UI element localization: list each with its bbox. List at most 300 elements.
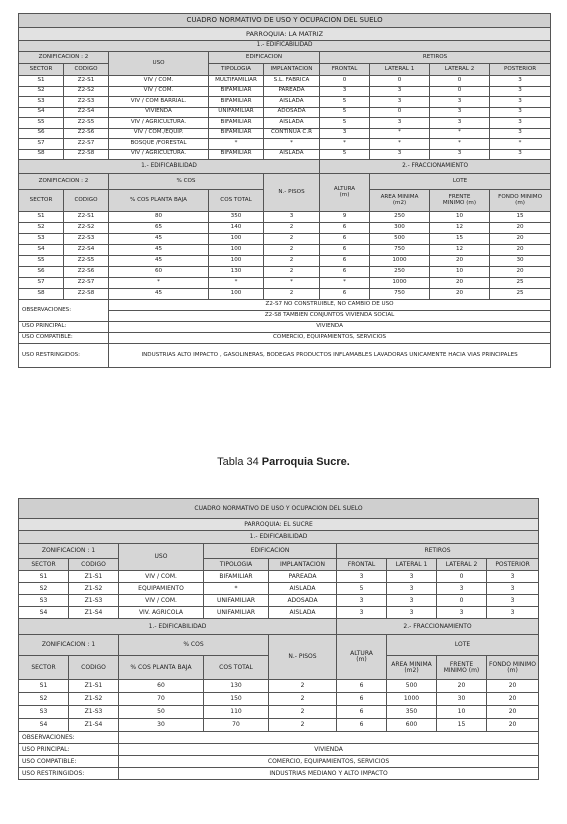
table-cell: * (490, 139, 551, 150)
table-cell: 3 (370, 86, 430, 97)
caption-prefix: Tabla 34 (217, 456, 259, 468)
table-cell: 20 (487, 706, 539, 719)
table-cell: * (209, 278, 264, 289)
col-lateral-1: LATERAL 1 (370, 64, 430, 76)
table-cell: 130 (209, 267, 264, 278)
cos-header: % COS (109, 174, 264, 190)
table-cell: AISLADA (264, 97, 320, 108)
table-cell: 3 (430, 97, 490, 108)
table-cell: Z1-S1 (69, 680, 119, 693)
table-cell: 50 (119, 706, 204, 719)
col-sector: SECTOR (19, 64, 64, 76)
col-implantacion: IMPLANTACION (269, 559, 337, 571)
table-cell: Z2-S4 (64, 245, 109, 256)
table-title: CUADRO NORMATIVO DE USO Y OCUPACION DEL SUELO (19, 499, 539, 519)
section-fraccionamiento: 2.- FRACCIONAMIENTO (337, 619, 539, 635)
uso-principal-label: USO PRINCIPAL: (19, 322, 109, 333)
table-cell: Z1-S3 (69, 706, 119, 719)
table-row (19, 234, 551, 245)
table-cell: 20 (487, 680, 539, 693)
table-cell: 2 (269, 719, 337, 732)
table-la-matriz (18, 13, 551, 368)
table-row (19, 118, 551, 129)
table-cell: 10 (430, 267, 490, 278)
table-cell: * (109, 278, 209, 289)
table-cell: 70 (119, 693, 204, 706)
table-cell: Z1-S2 (69, 693, 119, 706)
table-cell: PAREADA (264, 86, 320, 97)
table-cell: 3 (370, 97, 430, 108)
col-codigo: CODIGO (69, 656, 119, 680)
table-cell: Z2-S1 (64, 212, 109, 223)
table-cell: 3 (490, 128, 551, 139)
table-cell: 3 (490, 149, 551, 160)
table-cell: AISLADA (264, 118, 320, 129)
table-cell: 3 (387, 571, 437, 583)
lote-header: LOTE (387, 635, 539, 656)
table-cell: S7 (19, 278, 64, 289)
table-cell: PAREADA (269, 571, 337, 583)
table-cell: 0 (320, 76, 370, 87)
table-cell: VIV / AGRICULTURA. (109, 149, 209, 160)
table-cell: 750 (370, 289, 430, 300)
fondo-label: FONDO MINIMO (489, 660, 537, 668)
table-cell: Z2-S7 (64, 139, 109, 150)
table-row (19, 223, 551, 234)
table-cell: 20 (430, 278, 490, 289)
table-cell: 3 (437, 583, 487, 595)
col-area-minima (370, 190, 430, 212)
table-cell: VIV / AGRICULTURA. (109, 118, 209, 129)
table-cell: 600 (387, 719, 437, 732)
table-cell: * (209, 139, 264, 150)
altura-unit: (m) (356, 656, 367, 663)
table-row (19, 680, 539, 693)
table-cell: Z1-S3 (69, 595, 119, 607)
table-cell: 3 (320, 86, 370, 97)
table-cell: 300 (370, 223, 430, 234)
table-row (19, 278, 551, 289)
table-cell: * (204, 583, 269, 595)
table-cell: 250 (370, 267, 430, 278)
table-row (19, 719, 539, 732)
table-cell: CONTINUA C.R (264, 128, 320, 139)
table-cell: * (264, 278, 320, 289)
table-cell: 3 (487, 583, 539, 595)
table-cell: VIV / COM BARRIAL. (109, 97, 209, 108)
table-cell: 5 (320, 149, 370, 160)
edificacion-header: EDIFICACION (204, 544, 337, 559)
col-lateral-2: LATERAL 2 (430, 64, 490, 76)
table-cell: 250 (370, 212, 430, 223)
table-cell: VIVIENDA (109, 107, 209, 118)
table-cell: S.L. FABRICA (264, 76, 320, 87)
table-cell: BOSQUE /FORESTAL (109, 139, 209, 150)
col-area-minima (387, 656, 437, 680)
uso-principal-value: VIVIENDA (109, 322, 551, 333)
table-cell: 2 (269, 680, 337, 693)
table-cell: Z2-S8 (64, 149, 109, 160)
table-row (19, 128, 551, 139)
table-cell: 20 (437, 680, 487, 693)
table-cell: 6 (337, 693, 387, 706)
altura-unit: (m) (339, 191, 350, 198)
table-cell: S5 (19, 256, 64, 267)
table-cell: Z2-S2 (64, 223, 109, 234)
table-cell: 6 (320, 223, 370, 234)
fondo-unit: (m) (515, 199, 525, 206)
table-row (19, 595, 539, 607)
altura-header (337, 635, 387, 680)
table-cell: * (430, 128, 490, 139)
table-cell: 6 (337, 719, 387, 732)
col-tipologia: TIPOLOGIA (204, 559, 269, 571)
table-cell: 5 (320, 118, 370, 129)
uso-header: USO (119, 544, 204, 571)
table-cell: 0 (430, 86, 490, 97)
table-cell: AISLADA (269, 607, 337, 619)
table-cell: UNIFAMILIAR (204, 607, 269, 619)
table-title: CUADRO NORMATIVO DE USO Y OCUPACION DEL SUELO (19, 14, 551, 28)
table-cell: 350 (387, 706, 437, 719)
col-frente-minimo (437, 656, 487, 680)
observaciones-label: OBSERVACIONES: (19, 732, 119, 744)
table-cell: BIFAMILIAR (209, 118, 264, 129)
table-cell: Z2-S7 (64, 278, 109, 289)
col-frente-minimo (430, 190, 490, 212)
retiros-header: RETIROS (320, 52, 551, 64)
section-edificabilidad: 1.- EDIFICABILIDAD (19, 531, 539, 544)
uso-principal-value: VIVIENDA (119, 744, 539, 756)
zonificacion-label-2: ZONIFICACION : 1 (19, 635, 119, 656)
table-cell: 25 (490, 278, 551, 289)
table-cell: * (264, 139, 320, 150)
table-cell: Z2-S6 (64, 267, 109, 278)
table-cell: 20 (490, 267, 551, 278)
zonificacion-label: ZONIFICACION : 2 (19, 52, 109, 64)
table-cell: 3 (430, 107, 490, 118)
table-cell: Z2-S2 (64, 86, 109, 97)
table-cell: S3 (19, 706, 69, 719)
table-cell: 2 (264, 223, 320, 234)
table-cell: UNIFAMILIAR (204, 595, 269, 607)
table-cell: VIV / COM. (109, 76, 209, 87)
table-cell: 12 (430, 223, 490, 234)
col-frontal: FRONTAL (320, 64, 370, 76)
table-cell: EQUIPAMIENTO (119, 583, 204, 595)
table-cell: Z2-S3 (64, 97, 109, 108)
col-cos-planta-baja: % COS PLANTA BAJA (109, 190, 209, 212)
table-cell: 3 (337, 595, 387, 607)
uso-restringidos-label: USO RESTRINGIDOS: (19, 344, 109, 368)
table-cell: 2 (269, 693, 337, 706)
uso-principal-label: USO PRINCIPAL: (19, 744, 119, 756)
table-cell: 20 (487, 693, 539, 706)
table-cell: Z2-S5 (64, 256, 109, 267)
area-label: AREA MINIMA (380, 193, 419, 200)
table-cell: 30 (437, 693, 487, 706)
table-cell: 6 (320, 256, 370, 267)
table-cell: 6 (320, 289, 370, 300)
caption-title: Parroquia Sucre. (261, 456, 350, 468)
zonificacion-label: ZONIFICACION : 1 (19, 544, 119, 559)
table-cell: 0 (370, 107, 430, 118)
table-row (19, 86, 551, 97)
table-cell: Z2-S5 (64, 118, 109, 129)
table-row (19, 245, 551, 256)
table-cell: * (370, 128, 430, 139)
table-cell: 3 (387, 595, 437, 607)
table-cell: 0 (430, 76, 490, 87)
table-cell: 6 (320, 267, 370, 278)
table-cell: 500 (387, 680, 437, 693)
col-lateral-2: LATERAL 2 (437, 559, 487, 571)
table-cell: 2 (264, 256, 320, 267)
pisos-header: N.- PISOS (269, 635, 337, 680)
col-cos-total: COS TOTAL (209, 190, 264, 212)
table-cell: 65 (109, 223, 209, 234)
table-cell: 1000 (370, 278, 430, 289)
table-row (19, 139, 551, 150)
table-cell: 3 (387, 583, 437, 595)
uso-restringidos-label: USO RESTRINGIDOS: (19, 768, 119, 780)
cos-header: % COS (119, 635, 269, 656)
table-cell: 0 (370, 76, 430, 87)
table-cell: 3 (490, 97, 551, 108)
table-cell: 5 (320, 97, 370, 108)
table-cell: 60 (119, 680, 204, 693)
table-cell: 3 (490, 118, 551, 129)
uso-restringidos-value: INDUSTRIAS ALTO IMPACTO , GASOLINERAS, BODEGAS PRODUCTOS INFLAMABLES LAVADORAS UNICAMENTE HACIA VIAS PRINCIPALES (109, 344, 551, 368)
section-edificabilidad-2: 1.- EDIFICABILIDAD (19, 619, 337, 635)
table-cell: 3 (430, 118, 490, 129)
uso-restringidos-value: INDUSTRIAS MEDIANO Y ALTO IMPACTO (119, 768, 539, 780)
observacion-1: Z2-S7 NO CONSTRUIBLE, NO CAMBIO DE USO (109, 300, 551, 311)
table-cell: 30 (490, 256, 551, 267)
section-edificabilidad-2: 1.- EDIFICABILIDAD (19, 160, 320, 174)
table-cell: 20 (487, 719, 539, 732)
table-cell: 6 (337, 706, 387, 719)
table-cell: 10 (430, 212, 490, 223)
table-cell: S2 (19, 223, 64, 234)
table-cell: 110 (204, 706, 269, 719)
table-cell: 1000 (387, 693, 437, 706)
frente-unit: MINIMO (m) (443, 666, 480, 674)
col-posterior: POSTERIOR (490, 64, 551, 76)
table-cell: 20 (490, 234, 551, 245)
table-cell: S2 (19, 693, 69, 706)
table-row (19, 149, 551, 160)
table-cell: 3 (487, 607, 539, 619)
zonificacion-label-2: ZONIFICACION : 2 (19, 174, 109, 190)
table-el-sucre (18, 498, 539, 780)
table-cell: 2 (269, 706, 337, 719)
table-cell: S8 (19, 289, 64, 300)
table-cell: 2 (264, 245, 320, 256)
col-frontal: FRONTAL (337, 559, 387, 571)
table-cell: S1 (19, 76, 64, 87)
table-cell: 3 (487, 595, 539, 607)
table-cell: 15 (437, 719, 487, 732)
table-cell: 3 (387, 607, 437, 619)
table-cell: 2 (264, 289, 320, 300)
table-cell: S4 (19, 607, 69, 619)
section-fraccionamiento: 2.- FRACCIONAMIENTO (320, 160, 551, 174)
table-cell: 45 (109, 289, 209, 300)
table-cell: 3 (490, 76, 551, 87)
table-cell: * (370, 139, 430, 150)
frente-label: FRENTE (448, 193, 471, 200)
table-cell: BIFAMILIAR (209, 149, 264, 160)
table-cell: 0 (437, 595, 487, 607)
table-cell: 20 (430, 256, 490, 267)
table-row (19, 76, 551, 87)
table-cell: 130 (204, 680, 269, 693)
table-cell: 3 (490, 107, 551, 118)
uso-header: USO (109, 52, 209, 76)
parroquia-label: PARROQUIA: LA MATRIZ (19, 28, 551, 41)
table-cell: 70 (204, 719, 269, 732)
table-cell: 500 (370, 234, 430, 245)
pisos-header: N.- PISOS (264, 174, 320, 212)
retiros-header: RETIROS (337, 544, 539, 559)
altura-label: ALTURA (350, 650, 373, 657)
table-cell: 3 (320, 128, 370, 139)
table-cell: 45 (109, 256, 209, 267)
table-row (19, 267, 551, 278)
col-implantacion: IMPLANTACION (264, 64, 320, 76)
table-cell: Z2-S4 (64, 107, 109, 118)
table-cell: 6 (320, 245, 370, 256)
observacion-2: Z2-S8 TAMBIEN CONJUNTOS VIVIENDA SOCIAL (109, 311, 551, 322)
col-sector: SECTOR (19, 656, 69, 680)
table-cell: S3 (19, 234, 64, 245)
table-cell: 6 (320, 234, 370, 245)
table-cell: 2 (264, 234, 320, 245)
table-cell: 750 (370, 245, 430, 256)
table-cell: 3 (370, 149, 430, 160)
table-cell: 3 (337, 571, 387, 583)
table-cell: BIFAMILIAR (209, 86, 264, 97)
edificacion-header: EDIFICACION (209, 52, 320, 64)
table-cell: BIFAMILIAR (204, 571, 269, 583)
table-cell: * (320, 278, 370, 289)
observacion-value (119, 732, 539, 744)
table-cell: 3 (264, 212, 320, 223)
table-row (19, 97, 551, 108)
table-cell: S7 (19, 139, 64, 150)
table-cell: Z2-S3 (64, 234, 109, 245)
col-sector: SECTOR (19, 559, 69, 571)
table-cell: S6 (19, 128, 64, 139)
table-cell: S2 (19, 583, 69, 595)
table-cell: 350 (209, 212, 264, 223)
table-cell: 20 (430, 289, 490, 300)
table-cell: * (320, 139, 370, 150)
table-cell: VIV / COM. (119, 571, 204, 583)
table-cell: S1 (19, 680, 69, 693)
altura-header (320, 174, 370, 212)
parroquia-label: PARROQUIA: EL SUCRE (19, 519, 539, 531)
col-fondo-minimo (487, 656, 539, 680)
col-posterior: POSTERIOR (487, 559, 539, 571)
table-cell: UNIFAMILIAR (209, 107, 264, 118)
table-cell: 1000 (370, 256, 430, 267)
table-cell: MULTIFAMILIAR (209, 76, 264, 87)
table-cell: S3 (19, 97, 64, 108)
area-label: AREA MINIMA (391, 660, 432, 668)
col-lateral-1: LATERAL 1 (387, 559, 437, 571)
table-cell: S4 (19, 245, 64, 256)
table-cell: S1 (19, 212, 64, 223)
table-cell: 15 (430, 234, 490, 245)
table-cell: 3 (430, 149, 490, 160)
table-cell: 20 (490, 223, 551, 234)
col-cos-total: COS TOTAL (204, 656, 269, 680)
table-cell: VIV / COM./EQUIP. (109, 128, 209, 139)
area-unit: (m2) (404, 666, 419, 674)
table-cell: S4 (19, 107, 64, 118)
table-cell: BIFAMILIAR (209, 97, 264, 108)
uso-compatible-label: USO COMPATIBLE: (19, 333, 109, 344)
fondo-unit: (m) (507, 666, 518, 674)
table-row (19, 212, 551, 223)
table-cell: Z1-S4 (69, 607, 119, 619)
table-cell: 5 (320, 107, 370, 118)
table-caption (0, 456, 567, 468)
table-cell: Z1-S1 (69, 571, 119, 583)
t2-body (19, 499, 539, 780)
table-row (19, 607, 539, 619)
table-cell: 3 (370, 118, 430, 129)
col-codigo: CODIGO (69, 559, 119, 571)
table-row (19, 706, 539, 719)
table-row (19, 256, 551, 267)
table-cell: S8 (19, 149, 64, 160)
table-row (19, 693, 539, 706)
table-cell: 0 (437, 571, 487, 583)
fondo-label: FONDO MINIMO (498, 193, 542, 200)
table-cell: 5 (337, 583, 387, 595)
uso-compatible-value: COMERCIO, EQUIPAMIENTOS, SERVICIOS (109, 333, 551, 344)
table-cell: S3 (19, 595, 69, 607)
table-cell: S5 (19, 118, 64, 129)
section-edificabilidad: 1.- EDIFICABILIDAD (19, 41, 551, 52)
table-cell: 80 (109, 212, 209, 223)
observaciones-label: OBSERVACIONES: (19, 300, 109, 322)
table-row (19, 289, 551, 300)
altura-label: ALTURA (333, 185, 356, 192)
table-cell: S2 (19, 86, 64, 97)
uso-compatible-value: COMERCIO, EQUIPAMIENTOS, SERVICIOS (119, 756, 539, 768)
table-cell: Z1-S4 (69, 719, 119, 732)
table-cell: 45 (109, 234, 209, 245)
table-cell: 10 (437, 706, 487, 719)
table-cell: 2 (264, 267, 320, 278)
col-sector: SECTOR (19, 190, 64, 212)
table-cell: BIFAMILIAR (209, 128, 264, 139)
table-cell: Z2-S1 (64, 76, 109, 87)
table-cell: Z1-S2 (69, 583, 119, 595)
table-cell: Z2-S6 (64, 128, 109, 139)
col-cos-planta-baja: % COS PLANTA BAJA (119, 656, 204, 680)
table-cell: S6 (19, 267, 64, 278)
table-cell: 150 (204, 693, 269, 706)
table-cell: 3 (487, 571, 539, 583)
uso-compatible-label: USO COMPATIBLE: (19, 756, 119, 768)
table-row (19, 107, 551, 118)
table-cell: 140 (209, 223, 264, 234)
